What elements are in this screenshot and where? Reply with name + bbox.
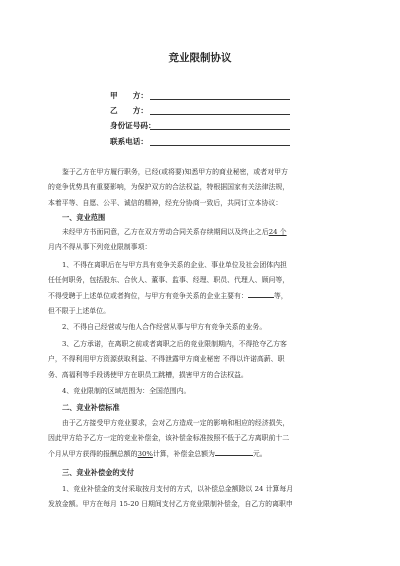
document-title: 竞业限制协议 [168,52,232,64]
payment-line: 发放金额。甲方在每月 15-20 日期间支付乙方竞业限制补偿金，自乙方的离职申 [48,500,293,509]
scope-item-4 [48,384,360,399]
section-heading-scope: 一、竞业范围 [62,213,106,222]
payment-line: 1、竞业补偿金的支付采取按月支付的方式，以补偿总金额除以 24 计算每月 [62,485,294,493]
party-b-blank [150,114,290,115]
phone-blank [150,145,290,146]
compensation-standard-paragraph [48,416,360,462]
compensation-line: 由于乙方接受甲方竞业要求，会对乙方造成一定的影响和相应的经济损失， [62,419,290,427]
scope-item-line: 户，不得利用甲方资源获取利益、不得泄露甲方商业秘密 不得以许诺高薪、职 [48,355,285,364]
scope-intro-text: 未经甲方书面同意，乙方在双方劳动合同关系存续期间以及终止之后 [62,228,269,236]
scope-item-line: 3、乙方承诺，在离职之前或者离职之后的竞业限制期内，不得抢夺乙方客 [62,340,287,348]
scope-item-line: 务、高福利等手段诱使甲方在职员工跳槽，损害甲方的合法权益。 [48,370,248,379]
months-value: 24 个 [268,228,287,236]
compensation-text: 元。 [252,449,267,458]
phone-field [110,136,150,147]
section-heading-payment: 三、竞业补偿金的支付 [62,468,134,477]
scope-item-2 [48,320,360,335]
scope-paragraph [48,225,360,256]
scope-item-text: 等， [273,291,288,300]
party-a-blank [150,99,290,100]
scope-item-line [48,289,360,304]
intro-line: 鉴于乙方在甲方履行职务，已经(或将要)知悉甲方的商业秘密，或者对甲方 [62,168,288,176]
compensation-line: 因此甲方给予乙方一定的竞业补偿金，该补偿金标准按照不低于乙方离职前十二 [48,434,290,443]
compensation-text: 个月从甲方获得的报酬总额的 [48,449,138,458]
scope-intro-line: 月内不得从事下列竞业限制事项： [48,243,152,252]
scope-item-line: 4、竞业限制的区域范围为：全国范围内。 [62,387,191,395]
id-number-label: 身份证号码： [110,121,156,130]
scope-item-line: 但不限于上述单位。 [48,306,111,315]
scope-item-line: 任任何职务，包括股东、合伙人、董事、监事、经理、职员、代理人、顾问等， [48,276,290,285]
scope-item-1 [48,258,360,319]
party-a-field [110,90,150,101]
compensation-amount-blank [215,448,253,456]
scope-item-line: 2、不得自己经营或与他人合作经营从事与甲方有竞争关系的业务。 [62,323,267,331]
section-heading-compensation-standard: 二、竞业补偿标准 [62,403,120,412]
intro-line: 本着平等、自愿、公平、诚信的精神，经充分协商一致后，共同订立本协议： [48,198,283,207]
intro-paragraph [48,165,360,211]
compensation-text: 计算，补偿金总额为 [152,449,215,458]
intro-line: 的竞争优势具有重要影响，为保护双方的合法权益，特根据国家有关法律法规， [48,183,290,192]
party-b-label: 乙 方： [110,106,148,115]
scope-item-text: 不得受聘于上述单位或者拘位，与甲方有竞争关系的企业主要有： [48,291,248,300]
competitor-blank [248,290,274,298]
scope-item-line: 1、不得在离职后在与甲方具有竞争关系的企业、事业单位及社会团体内担 [62,261,287,269]
scope-intro-line [48,225,360,240]
party-a-label: 甲 方： [110,91,148,100]
id-number-blank [150,129,290,130]
compensation-percent: 30% [137,449,153,458]
scope-item-3 [48,337,360,383]
id-number-field [110,120,156,131]
compensation-line [48,447,360,462]
payment-paragraph [48,482,360,513]
phone-label: 联系电话： [110,137,148,146]
party-b-field [110,105,150,116]
